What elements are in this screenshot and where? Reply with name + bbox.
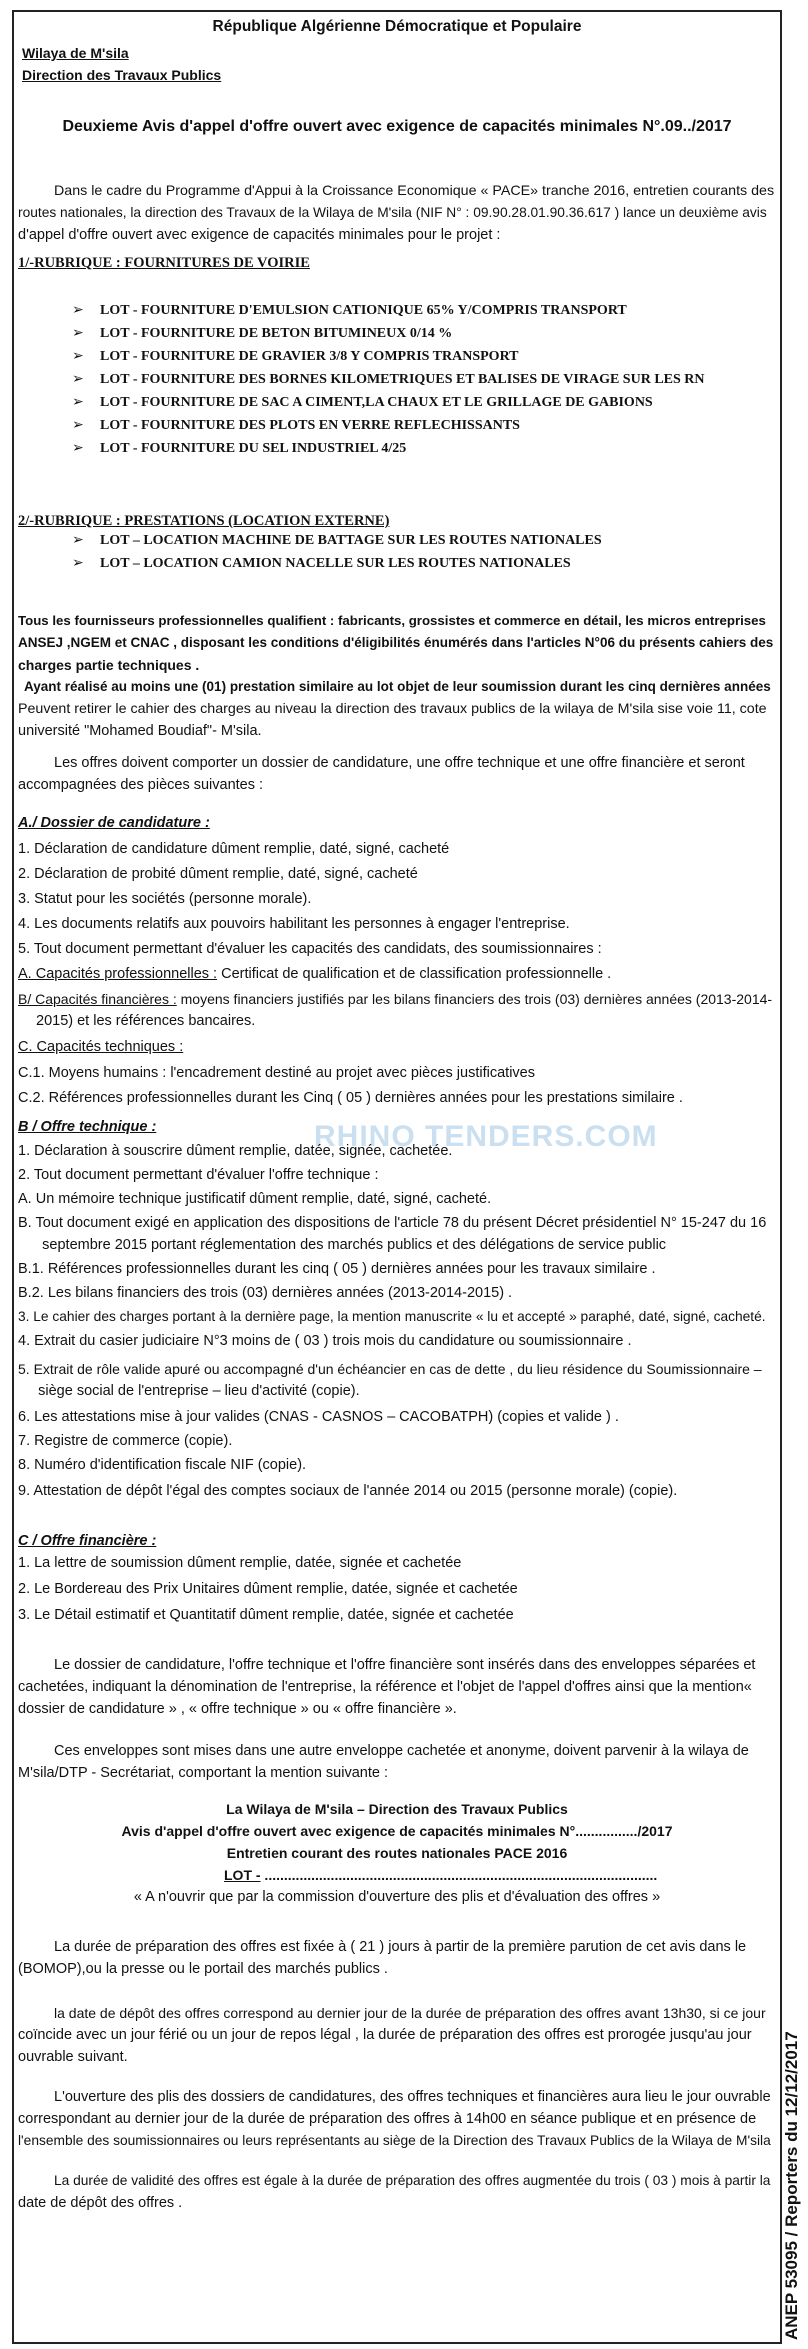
lot-label: LOT – LOCATION CAMION NACELLE SUR LES ROUTES NATIONALES [100, 556, 571, 571]
arrow-icon: ➢ [72, 441, 84, 456]
lot-item [72, 555, 571, 572]
technique-line: B.2. Les bilans financiers des trois (03) dernières années (2013-2014-2015) . [18, 1285, 513, 1301]
lot-item [72, 440, 406, 457]
dossier-item: 5. Tout document permettant d'évaluer les capacités des candidats, des soumissionnaires : [18, 941, 602, 957]
c2-line: C.2. Références professionnelles durant les Cinq ( 05 ) dernières années pour les prestations similaire . [18, 1090, 683, 1106]
lot-item [72, 371, 705, 388]
ouverture-para-2: correspondant au dernier jour de la durée de préparation des offres à 14h00 en séance publique et en présence de [18, 2111, 757, 2127]
technique-line: 8. Numéro d'identification fiscale NIF (copie). [18, 1457, 307, 1473]
lot-item [72, 532, 602, 549]
mention-line-5: « A n'ouvrir que par la commission d'ouverture des plis et d'évaluation des offres » [133, 1889, 661, 1905]
technique-line: 1. Déclaration à souscrire dûment remplie, datée, signée, cachetée. [18, 1143, 453, 1159]
enveloppes-para-1: Ces enveloppes sont mises dans une autre enveloppe cachetée et anonyme, doivent parvenir à la wilaya de [54, 1743, 749, 1759]
lot-item [72, 394, 653, 411]
lot-item [72, 302, 627, 319]
cap-fin-text: moyens financiers justifiés par les bilans financiers des trois (03) dernières années (2013-2014- [176, 991, 773, 1007]
arrow-icon: ➢ [72, 326, 84, 341]
lot-label: LOT - FOURNITURE DES BORNES KILOMETRIQUES ET BALISES DE VIRAGE SUR LES RN [100, 372, 705, 387]
cap-fin-line [18, 988, 772, 1010]
cap-tech-label: C. Capacités techniques : [18, 1039, 184, 1055]
republic-heading: République Algérienne Démocratique et Populaire [212, 18, 582, 35]
arrow-icon: ➢ [72, 349, 84, 364]
cap-pro-text: Certificat de qualification et de classification professionnelle . [217, 966, 612, 982]
cap-fin-label: B/ Capacités financières : [18, 991, 177, 1007]
qualif-line-3: charges partie techniques . [18, 657, 200, 673]
technique-line: 3. Le cahier des charges portant à la dernière page, la mention manuscrite « lu et accepté » paraphé, daté, signé, cacheté. [18, 1309, 766, 1324]
depot-para-3: ouvrable suivant. [18, 2049, 128, 2065]
cap-fin-line-2: 2015) et les références bancaires. [36, 1013, 256, 1029]
rubrique-2-title: 2/-RUBRIQUE : PRESTATIONS (LOCATION EXTERNE) [18, 513, 390, 529]
dossier-item: 3. Statut pour les sociétés (personne morale). [18, 891, 312, 907]
technique-line: B.1. Références professionnelles durant les cinq ( 05 ) dernières années pour les travaux similaire . [18, 1261, 656, 1277]
cap-pro-line [18, 963, 611, 985]
mention-line-3: Entretien courant des routes nationales PACE 2016 [226, 1845, 568, 1861]
duree-para-2: (BOMOP),ou la presse ou le portail des marchés publics . [18, 1961, 388, 1977]
direction-label: Direction des Travaux Publics [22, 67, 222, 83]
lot-label: LOT - FOURNITURE DU SEL INDUSTRIEL 4/25 [100, 441, 407, 456]
arrow-icon: ➢ [72, 303, 84, 318]
dossier-title: A./ Dossier de candidature : [18, 815, 210, 831]
dossier-para-1: Le dossier de candidature, l'offre technique et l'offre financière sont insérés dans des enveloppes séparées et [54, 1657, 756, 1673]
retirer-line-2: université "Mohamed Boudiaf"- M'sila. [18, 723, 262, 739]
offres-intro-2: accompagnées des pièces suivantes : [18, 777, 264, 793]
arrow-icon: ➢ [72, 418, 84, 433]
arrow-icon: ➢ [72, 556, 84, 571]
ouverture-para-3: l'ensemble des soumissionnaires ou leurs représentants au siège de la Direction des Travaux Publics de la Wilaya de M'sila [18, 2133, 771, 2148]
cap-pro-label: A. Capacités professionnelles : [18, 966, 218, 982]
technique-line: 5. Extrait de rôle valide apuré ou accompagné d'un échéancier en cas de dette , du lieu résidence du Soumissionnaire – [18, 1361, 762, 1377]
lot-item [72, 417, 520, 434]
depot-para-1: la date de dépôt des offres correspond au dernier jour de la durée de préparation des offres avant 13h30, si ce jour [54, 2005, 766, 2021]
realise-line: Ayant réalisé au moins une (01) prestation similaire au lot objet de leur soumission durant les cinq dernières années [24, 679, 771, 694]
technique-line: siège social de l'entreprise – lieu d'activité (copie). [18, 1383, 360, 1399]
validite-para-2: date de dépôt des offres . [18, 2195, 183, 2211]
ouverture-para-1: L'ouverture des plis des dossiers de candidatures, des offres techniques et financières aura lieu le jour ouvrable [54, 2089, 771, 2105]
technique-line: 2. Tout document permettant d'évaluer l'offre technique : [18, 1167, 379, 1183]
qualif-line-1: Tous les fournisseurs professionnelles qualifient : fabricants, grossistes et commerce en détail, les micros entreprises [18, 613, 766, 628]
arrow-icon: ➢ [72, 533, 84, 548]
enveloppes-para-2: M'sila/DTP - Secrétariat, comportant la mention suivante : [18, 1765, 388, 1781]
qualif-line-2: ANSEJ ,NGEM et CNAC , disposant les conditions d'éligibilités énumérés dans l'articles N°06 du présents cahiers des [18, 635, 774, 650]
dossier-item: 1. Déclaration de candidature dûment remplie, daté, signé, cacheté [18, 841, 450, 857]
c1-line: C.1. Moyens humains : l'encadrement destiné au projet avec pièces justificatives [18, 1065, 535, 1081]
watermark: RHINO TENDERS.COM [314, 1120, 658, 1153]
wilaya-label: Wilaya de M'sila [22, 45, 129, 61]
lot-label: LOT - FOURNITURE DE SAC A CIMENT,LA CHAUX ET LE GRILLAGE DE GABIONS [100, 395, 653, 410]
financiere-item: 3. Le Détail estimatif et Quantitatif dûment remplie, datée, signée et cachetée [18, 1607, 514, 1623]
arrow-icon: ➢ [72, 372, 84, 387]
lot-label: LOT - FOURNITURE D'EMULSION CATIONIQUE 65% Y/COMPRIS TRANSPORT [100, 303, 627, 318]
dossier-para-2: cachetées, indiquant la dénomination de l'entreprise, la référence et l'objet de l'appel d'offres ainsi que la mention« [18, 1679, 752, 1695]
financiere-item: 1. La lettre de soumission dûment remplie, datée, signée et cachetée [18, 1555, 462, 1571]
intro-line-1: Dans le cadre du Programme d'Appui à la Croissance Economique « PACE» tranche 2016, entretien courants des [54, 183, 775, 199]
technique-line: A. Un mémoire technique justificatif dûment remplie, daté, signé, cacheté. [18, 1191, 492, 1207]
retirer-line-1: Peuvent retirer le cahier des charges au niveau la direction des travaux publics de la wilaya de M'sila sise voie 11, cote [18, 701, 767, 717]
technique-line: septembre 2015 portant réglementation des marchés publics et des délégations de service public [18, 1237, 667, 1253]
mention-line-2: Avis d'appel d'offre ouvert avec exigence de capacités minimales N°................/2017 [121, 1823, 673, 1839]
notice-title: Deuxieme Avis d'appel d'offre ouvert avec exigence de capacités minimales N°.09../2017 [62, 118, 732, 135]
intro-line-2: routes nationales, la direction des Travaux de la Wilaya de M'sila (NIF N° : 09.90.28.01.90.36.617 ) lance un deuxième avis [18, 205, 767, 220]
technique-line: 6. Les attestations mise à jour valides (CNAS - CASNOS – CACOBATPH) (copies et valide ) . [18, 1409, 619, 1425]
dossier-para-3: dossier de candidature » , « offre technique » ou « offre financière ». [18, 1701, 457, 1717]
offres-intro-1: Les offres doivent comporter un dossier de candidature, une offre technique et une offre financière et seront [54, 755, 745, 771]
rubrique-1-title: 1/-RUBRIQUE : FOURNITURES DE VOIRIE [18, 255, 310, 271]
technique-line: 4. Extrait du casier judiciaire N°3 moins de ( 03 ) trois mois du candidature ou soumissionnaire . [18, 1333, 632, 1349]
depot-para-2: coïncide avec un jour férié ou un jour de repos légal , la durée de préparation des offres est prorogée jusqu'au jour [18, 2027, 752, 2043]
arrow-icon: ➢ [72, 395, 84, 410]
financiere-item: 2. Le Bordereau des Prix Unitaires dûment remplie, datée, signée et cachetée [18, 1581, 518, 1597]
technique-title: B / Offre technique : [18, 1119, 157, 1135]
lot-label: LOT - FOURNITURE DES PLOTS EN VERRE REFLECHISSANTS [100, 418, 520, 433]
lot-label: LOT - FOURNITURE DE GRAVIER 3/8 Y COMPRIS TRANSPORT [100, 349, 519, 364]
technique-line: 9. Attestation de dépôt l'égal des comptes sociaux de l'année 2014 ou 2015 (personne morale) (copie). [18, 1483, 678, 1499]
lot-item [72, 348, 519, 365]
lot-label: LOT - FOURNITURE DE BETON BITUMINEUX 0/14 % [100, 326, 453, 341]
financiere-title: C / Offre financière : [18, 1533, 157, 1549]
dossier-item: 4. Les documents relatifs aux pouvoirs habilitant les personnes à engager l'entreprise. [18, 916, 570, 932]
lot-item [72, 325, 452, 342]
technique-line: B. Tout document exigé en application des dispositions de l'article 78 du présent Décret présidentiel N° 15-247 du 16 [18, 1215, 767, 1231]
mention-lot-dots: ..................................................................................................... [260, 1867, 658, 1883]
mention-line-1: La Wilaya de M'sila – Direction des Travaux Publics [226, 1801, 568, 1817]
validite-para-1: La durée de validité des offres est égale à la durée de préparation des offres augmentée du trois ( 03 ) mois à partir la [54, 2173, 771, 2188]
mention-lot-line [224, 1864, 657, 1886]
lot-label: LOT – LOCATION MACHINE DE BATTAGE SUR LES ROUTES NATIONALES [100, 533, 602, 548]
dossier-item: 2. Déclaration de probité dûment remplie, daté, signé, cacheté [18, 866, 418, 882]
notice-page [12, 10, 782, 2344]
technique-line: 7. Registre de commerce (copie). [18, 1433, 233, 1449]
anep-side-stamp: ANEP 53095 / Reporters du 12/12/2017 [782, 2031, 801, 2340]
mention-lot-label: LOT - [224, 1867, 261, 1883]
duree-para-1: La durée de préparation des offres est fixée à ( 21 ) jours à partir de la première parution de cet avis dans le [54, 1939, 747, 1955]
intro-line-3: d'appel d'offre ouvert avec exigence de capacités minimales pour le projet : [18, 227, 501, 243]
